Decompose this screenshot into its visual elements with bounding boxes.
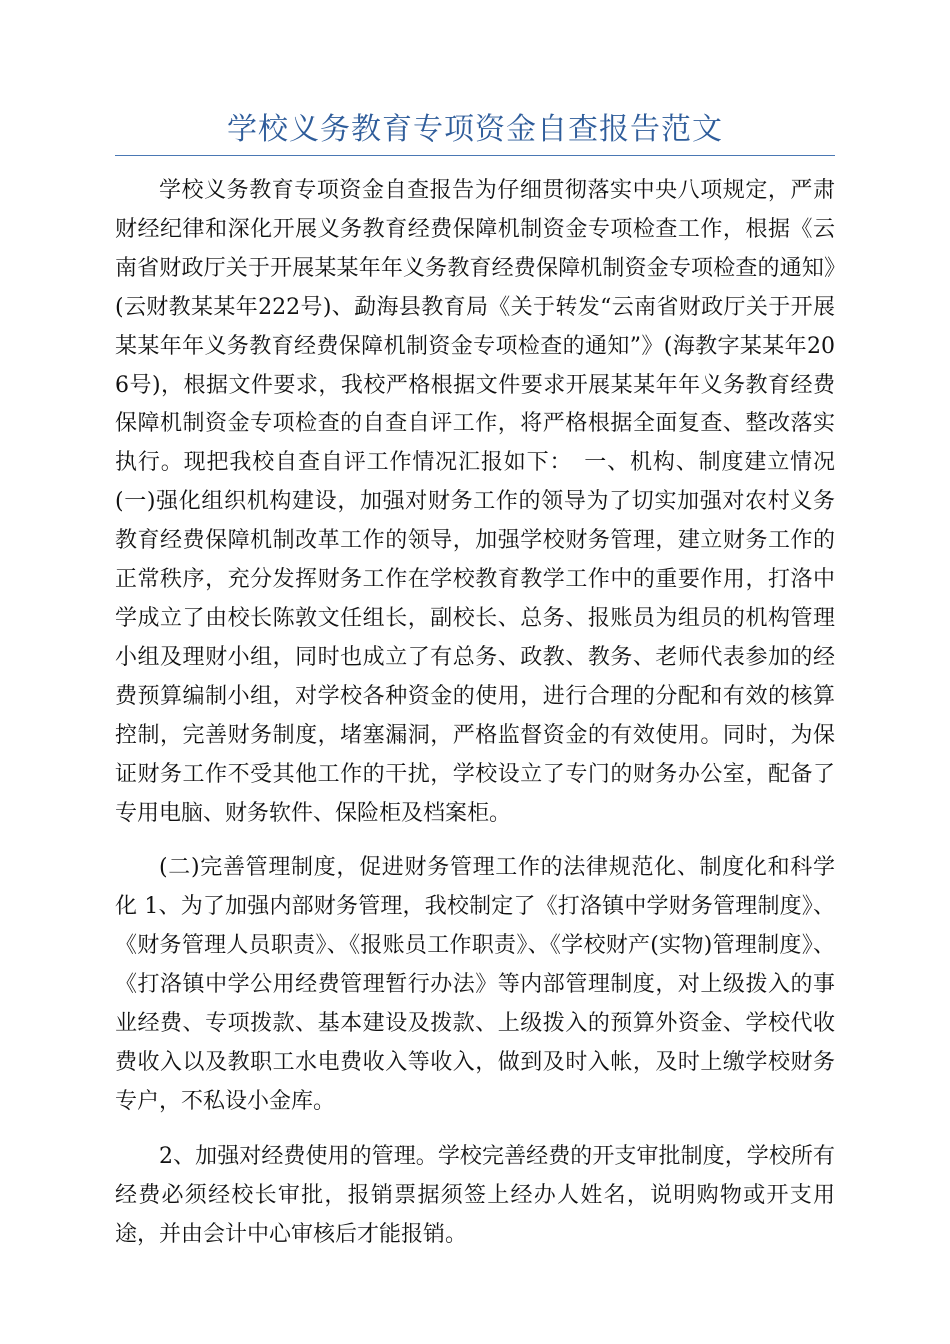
paragraph-1: 学校义务教育专项资金自查报告为仔细贯彻落实中央八项规定，严肃财经纪律和深化开展义务教育经费保障机制资金专项检查工作，根据《云南省财政厅关于开展某某年年义务教育经费保障机制资金专项检查的通知》(云财教某某年222号)、勐海县教育局《关于转发“云南省财政厅关于开展某某年年义务教育经费保障机制资金专项检查的通知”》(海教字某某年206号)，根据文件要求，我校严格根据文件要求开展某某年年义务教育经费保障机制资金专项检查的自查自评工作，将严格根据全面复查、整改落实执行。现把我校自查自评工作情况汇报如下： 一、机构、制度建立情况(一)强化组织机构建设，加强对财务工作的领导为了切实加强对农村义务教育经费保障机制改革工作的领导，加强学校财务管理，建立财务工作的正常秩序，充分发挥财务工作在学校教育教学工作中的重要作用，打洛中学成立了由校长陈敦文任组长，副校长、总务、报账员为组员的机构管理小组及理财小组，同时也成立了有总务、政教、教务、老师代表参加的经费预算编制小组，对学校各种资金的使用，进行合理的分配和有效的核算控制，完善财务制度，堵塞漏洞，严格监督资金的有效使用。同时，为保证财务工作不受其他工作的干扰，学校设立了专门的财务办公室，配备了专用电脑、财务软件、保险柜及档案柜。 <box>115 178 835 826</box>
title-underline <box>115 155 835 156</box>
paragraph-3: 2、加强对经费使用的管理。学校完善经费的开支审批制度，学校所有经费必须经校长审批，报销票据须签上经办人姓名，说明购物或开支用途，并由会计中心审核后才能报销。 <box>115 1143 835 1247</box>
document-title: 学校义务教育专项资金自查报告范文 <box>227 112 723 147</box>
document-body <box>115 172 835 1270</box>
paragraph-2: (二)完善管理制度，促进财务管理工作的法律规范化、制度化和科学化 1、为了加强内部财务管理，我校制定了《打洛镇中学财务管理制度》、《财务管理人员职责》、《报账员工作职责》、《学校财产(实物)管理制度》、《打洛镇中学公用经费管理暂行办法》等内部管理制度，对上级拨入的事业经费、专项拨款、基本建设及拨款、上级拨入的预算外资金、学校代收费收入以及教职工水电费收入等收入，做到及时入帐，及时上缴学校财务专户，不私设小金库。 <box>115 855 835 1114</box>
